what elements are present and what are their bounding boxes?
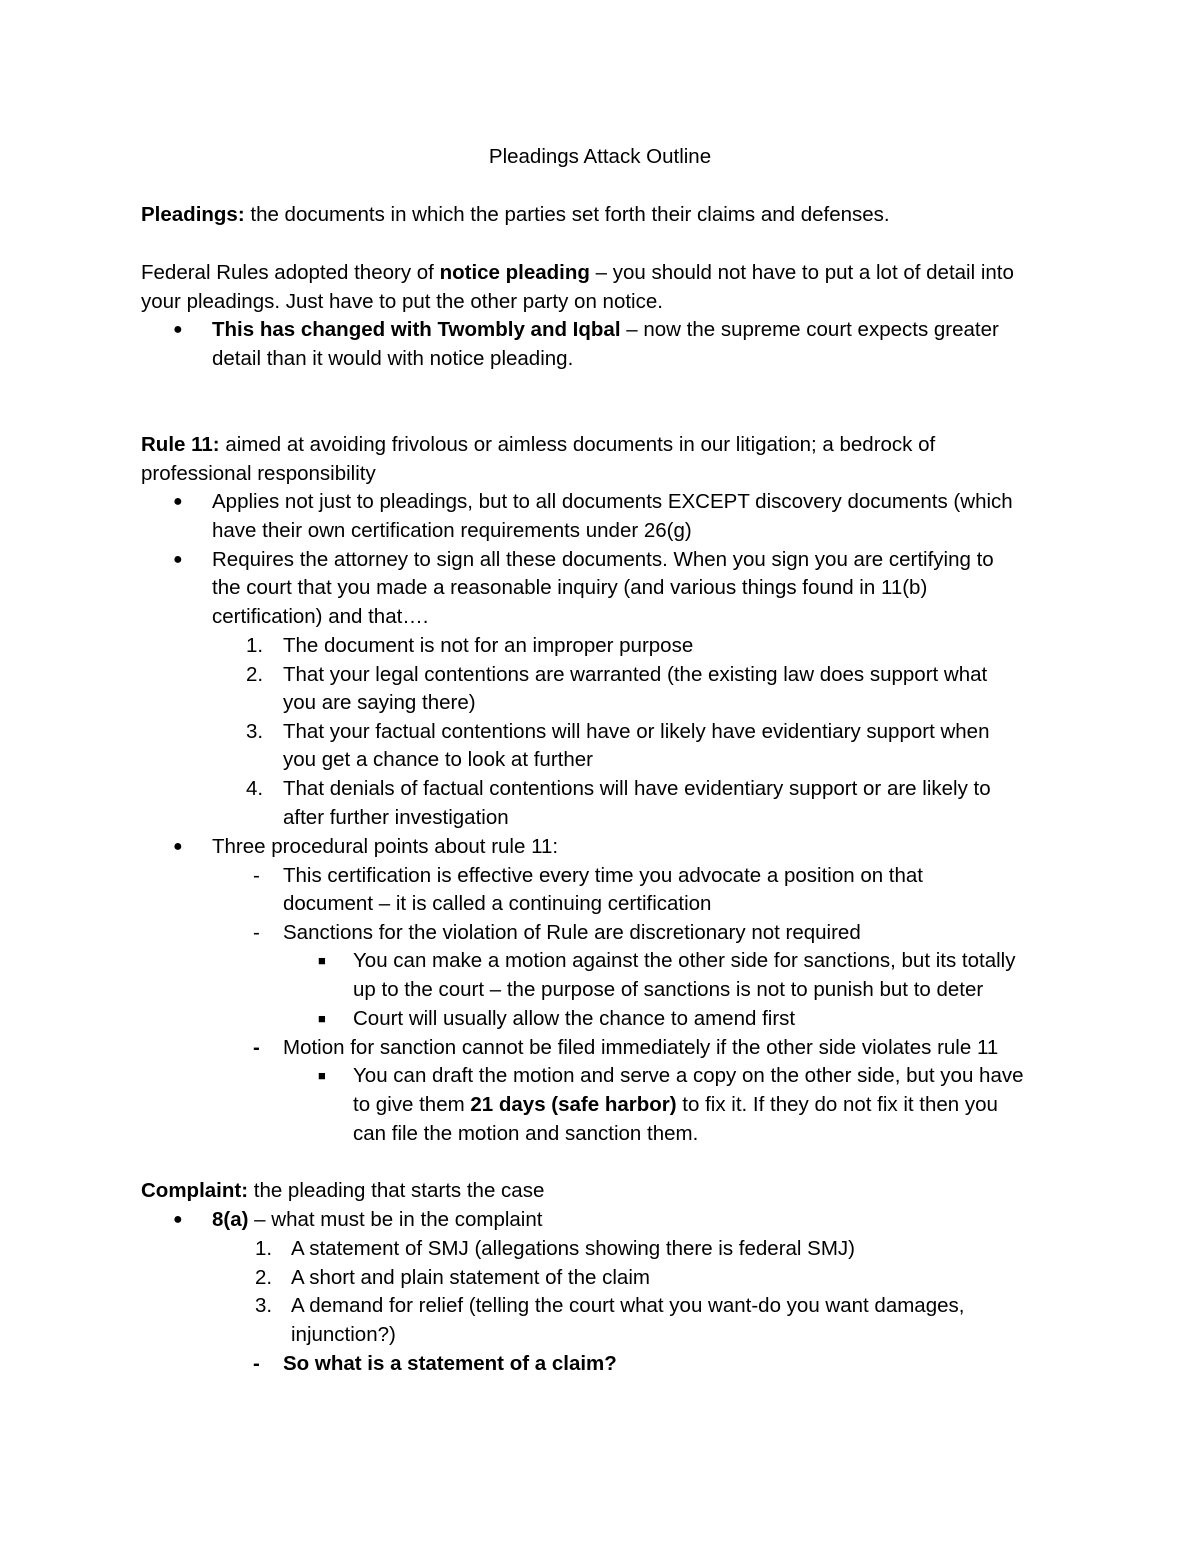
square-bullet-icon: ■: [318, 1011, 326, 1026]
notice-suffix: – you should not have to put a lot of detail into: [589, 261, 1014, 284]
point2-sub1-line2: up to the court – the purpose of sanctions is not to punish but to deter: [353, 978, 984, 1001]
square-bullet-icon: ■: [318, 1068, 326, 1083]
complaint-item-line1: A statement of SMJ (allegations showing there is federal SMJ): [291, 1237, 856, 1260]
cert-item-line2: after further investigation: [283, 806, 509, 829]
dash-icon: -: [253, 1036, 260, 1059]
bullet-icon: ●: [173, 493, 183, 510]
point1-line2: document – it is called a continuing certification: [283, 892, 712, 915]
cert-item-line2: you get a chance to look at further: [283, 748, 593, 771]
safe-harbor-term: 21 days (safe harbor): [470, 1093, 677, 1116]
point1-line1: This certification is effective every time you advocate a position on that: [283, 864, 924, 887]
dash-icon: -: [253, 864, 260, 887]
bullet-icon: ●: [173, 1211, 183, 1228]
notice-bullet-bold: This has changed with Twombly and Iqbal: [212, 318, 621, 341]
notice-paragraph-line2: your pleadings. Just have to put the other party on notice.: [141, 290, 663, 313]
rule11-term: Rule 11:: [141, 433, 220, 456]
pleadings-definition-text: the documents in which the parties set forth their claims and defenses.: [244, 203, 890, 226]
notice-bullet-rest: – now the supreme court expects greater: [620, 318, 999, 341]
notice-bullet-line2: detail than it would with notice pleading.: [212, 347, 574, 370]
cert-item-line1: That your legal contentions are warranted (the existing law does support what: [283, 663, 988, 686]
complaint-item-line2: injunction?): [291, 1323, 396, 1346]
notice-prefix: Federal Rules adopted theory of: [141, 261, 440, 284]
pleadings-term: Pleadings:: [141, 203, 245, 226]
rule11-bullet2-line2: the court that you made a reasonable inquiry (and various things found in 11(b): [212, 576, 928, 599]
cert-item-line2: you are saying there): [283, 691, 476, 714]
list-number: 2.: [255, 1266, 273, 1289]
rule11-intro-line2: professional responsibility: [141, 462, 376, 485]
point3-sub-line3: can file the motion and sanction them.: [353, 1122, 699, 1145]
notice-bullet-line1: [212, 315, 999, 344]
list-number: 1.: [255, 1237, 273, 1260]
list-number: 3.: [255, 1294, 273, 1317]
cert-item-line1: That your factual contentions will have or likely have evidentiary support when: [283, 720, 990, 743]
dash-icon: -: [253, 921, 260, 944]
point3-sub-post: to fix it. If they do not fix it then you: [676, 1093, 998, 1116]
rule11-intro-line1: [141, 430, 935, 459]
rule11-bullet3: Three procedural points about rule 11:: [212, 835, 559, 858]
bullet-icon: ●: [173, 838, 183, 855]
rule11-intro-rest: aimed at avoiding frivolous or aimless documents in our litigation; a bedrock of: [219, 433, 936, 456]
point3: Motion for sanction cannot be filed immediately if the other side violates rule 11: [283, 1036, 999, 1059]
pleadings-definition: [141, 200, 890, 229]
list-number: 1.: [246, 634, 264, 657]
point2-sub2: Court will usually allow the chance to amend first: [353, 1007, 796, 1030]
list-number: 3.: [246, 720, 264, 743]
complaint-definition-text: the pleading that starts the case: [248, 1179, 545, 1202]
complaint-item-line1: A demand for relief (telling the court what you want-do you want damages,: [291, 1294, 965, 1317]
complaint-term: Complaint:: [141, 1179, 249, 1202]
bullet-icon: ●: [173, 551, 183, 568]
point3-sub-line1: You can draft the motion and serve a copy on the other side, but you have: [353, 1064, 1024, 1087]
rule11-bullet1-line1: Applies not just to pleadings, but to all documents EXCEPT discovery documents (which: [212, 490, 1013, 513]
rule11-bullet2-line1: Requires the attorney to sign all these documents. When you sign you are certifying to: [212, 548, 994, 571]
cert-item-line1: That denials of factual contentions will have evidentiary support or are likely to: [283, 777, 991, 800]
notice-paragraph-line1: [141, 258, 1014, 287]
list-number: 2.: [246, 663, 264, 686]
complaint-bullet-rest: – what must be in the complaint: [248, 1208, 543, 1231]
page-title: Pleadings Attack Outline: [488, 145, 712, 168]
point3-sub-pre: to give them: [353, 1093, 471, 1116]
rule11-bullet2-line3: certification) and that….: [212, 605, 429, 628]
complaint-bullet: [212, 1205, 542, 1234]
point2-sub1-line1: You can make a motion against the other side for sanctions, but its totally: [353, 949, 1016, 972]
list-number: 4.: [246, 777, 264, 800]
notice-term: notice pleading: [439, 261, 590, 284]
point2: Sanctions for the violation of Rule are discretionary not required: [283, 921, 861, 944]
rule-8a-term: 8(a): [212, 1208, 249, 1231]
square-bullet-icon: ■: [318, 953, 326, 968]
complaint-definition: [141, 1176, 544, 1205]
bullet-icon: ●: [173, 321, 183, 338]
rule11-bullet1-line2: have their own certification requirements under 26(g): [212, 519, 692, 542]
dash-icon: -: [253, 1352, 260, 1375]
complaint-question: So what is a statement of a claim?: [283, 1352, 617, 1375]
point3-sub-line2: [353, 1090, 998, 1119]
cert-item-line1: The document is not for an improper purpose: [283, 634, 694, 657]
complaint-item-line1: A short and plain statement of the claim: [291, 1266, 650, 1289]
